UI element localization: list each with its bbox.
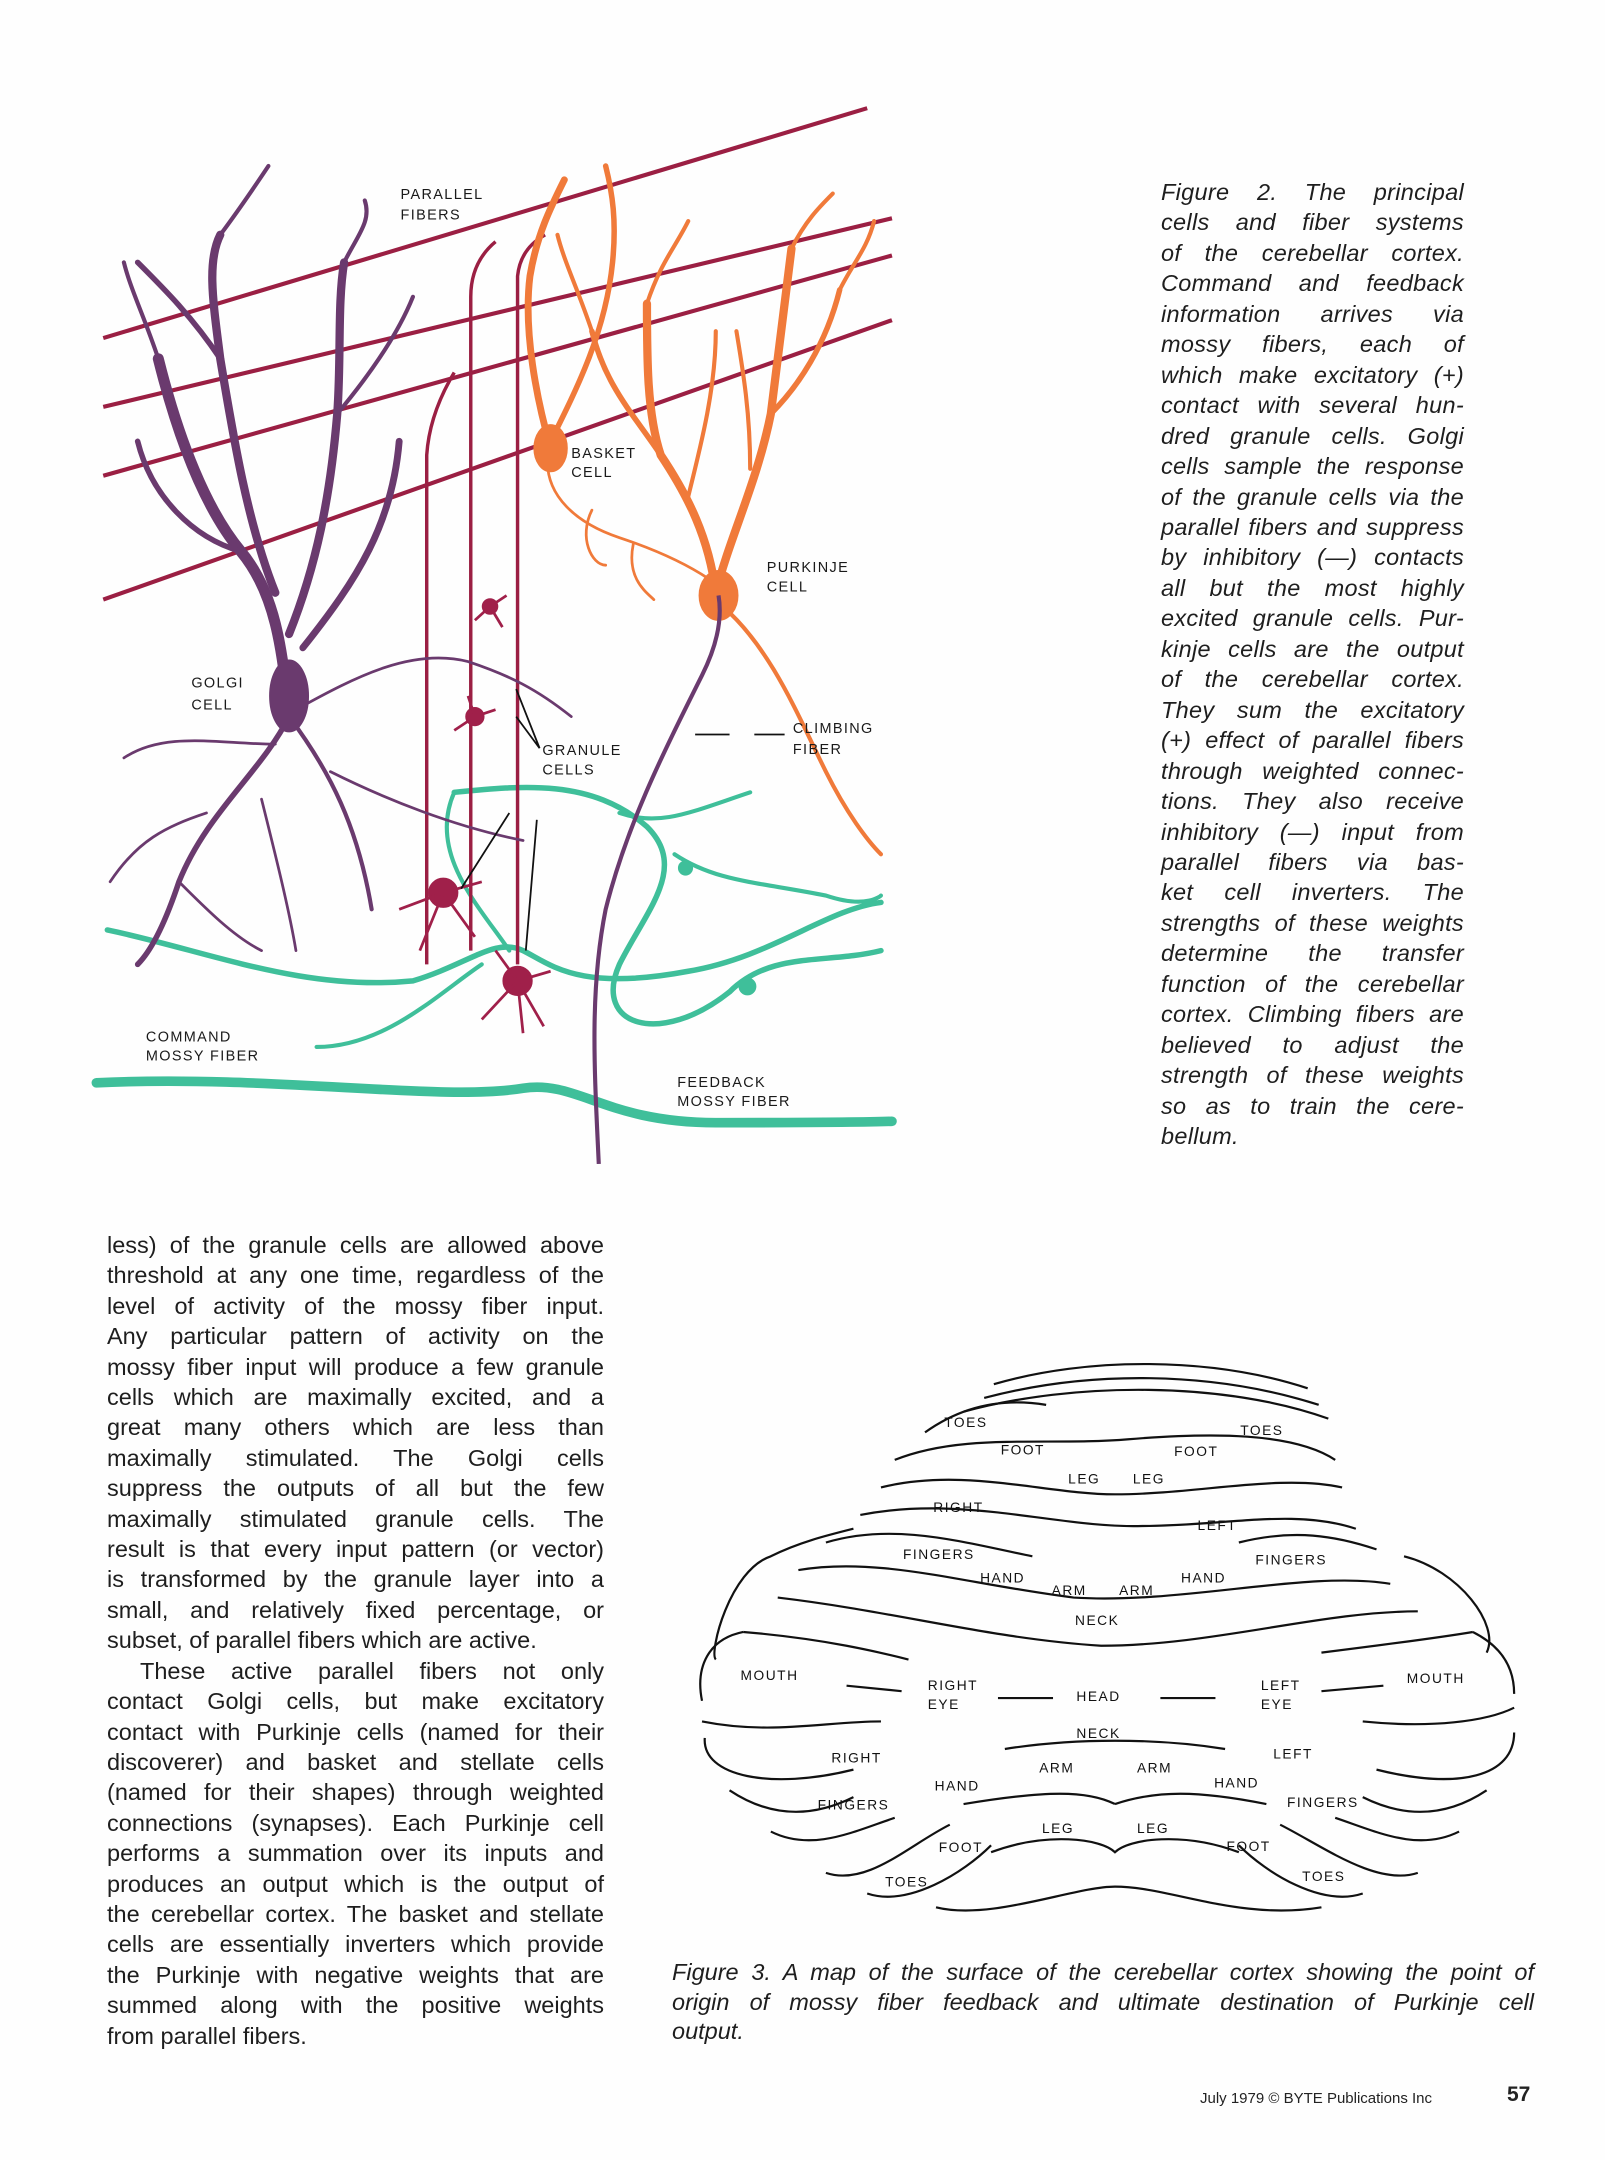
text-line: strength of these weights — [1161, 1062, 1464, 1089]
text-line: parallel fibers and suppress — [1161, 513, 1464, 540]
label-pointers — [461, 689, 784, 951]
text-line: so as to train the cere- — [1161, 1092, 1464, 1119]
golgi-cell — [110, 166, 571, 964]
text-line: of the granule cells via the — [1161, 483, 1464, 510]
text-line: contact with several hun- — [1161, 392, 1464, 419]
text-line: of the cerebellar cortex. — [1161, 239, 1464, 266]
text-line: cells sample the response — [1161, 453, 1464, 480]
map-label: FINGERS — [1255, 1552, 1328, 1568]
text-line: contact with Purkinje cells (named for their — [107, 1718, 604, 1745]
map-label: FOOT — [938, 1840, 984, 1856]
map-label: TOES — [1302, 1869, 1346, 1885]
label-command-mossy-fiber: COMMAND MOSSY FIBER — [145, 1029, 260, 1065]
text-line: information arrives via — [1161, 300, 1464, 327]
text-line: These active parallel fibers not only — [140, 1657, 604, 1684]
text-line: mossy fiber input will produce a few granule — [107, 1353, 604, 1380]
text-line: suppress the outputs of all but the few — [107, 1475, 604, 1502]
text-line: Figure 2. The principal — [1161, 179, 1464, 205]
label-basket-cell: BASKET CELL — [571, 445, 637, 482]
text-line: discoverer) and basket and stellate cells — [107, 1748, 604, 1775]
map-label: LEG — [1132, 1471, 1165, 1487]
map-label: FOOT — [1000, 1442, 1045, 1458]
map-label: HAND — [934, 1778, 980, 1794]
text-line: strengths of these weights — [1161, 909, 1464, 936]
text-line: mossy fibers, each of — [1161, 331, 1464, 358]
text-line: from parallel fibers. — [107, 2022, 307, 2049]
map-label: EYE — [1260, 1697, 1293, 1713]
text-line: believed to adjust the — [1161, 1031, 1464, 1058]
map-label: LEG — [1136, 1820, 1170, 1836]
map-label: FOOT — [1174, 1443, 1219, 1459]
text-line: connections (synapses). Each Purkinje cell — [107, 1809, 604, 1836]
text-line: kinje cells are the output — [1161, 635, 1464, 662]
text-line: through weighted connec- — [1161, 757, 1464, 784]
map-label: NECK — [1075, 1613, 1120, 1629]
map-label: ARM — [1039, 1760, 1075, 1776]
body-text — [107, 1230, 604, 2051]
text-line: parallel fibers via bas- — [1161, 848, 1464, 875]
text-line: determine the transfer — [1161, 940, 1464, 967]
text-line: maximally stimulated granule cells. The — [107, 1505, 604, 1532]
text-line: (named for their shapes) through weighted — [107, 1779, 604, 1806]
text-line: subset, of parallel fibers which are active. — [107, 1627, 537, 1654]
text-line: function of the cerebellar — [1161, 970, 1464, 997]
label-golgi-cell: GOLGI CELL — [191, 675, 244, 714]
text-line: Command and feedback — [1161, 270, 1464, 297]
text-line: which make excitatory (+) — [1161, 361, 1464, 388]
map-label: ARM — [1136, 1760, 1173, 1776]
map-label: ARM — [1051, 1582, 1087, 1598]
map-label: LEG — [1068, 1471, 1101, 1487]
map-label: RIGHT — [831, 1750, 882, 1766]
figure-3-labels — [741, 1415, 1465, 1890]
map-label: TOES — [885, 1874, 929, 1890]
footer-credit: July 1979 © BYTE Publications Inc — [1200, 2090, 1433, 2107]
text-line: cells are essentially inverters which provide — [107, 1931, 604, 1958]
map-label: NECK — [1076, 1725, 1121, 1741]
text-line: inhibitory (—) input from — [1161, 818, 1464, 845]
text-line: output. — [672, 2018, 744, 2044]
map-label: LEFT — [1197, 1518, 1238, 1534]
map-label: EYE — [927, 1697, 960, 1713]
text-line: maximally stimulated. The Golgi cells — [107, 1444, 604, 1471]
text-line: all but the most highly — [1161, 574, 1464, 601]
text-line: is transformed by the granule layer into a — [107, 1566, 604, 1593]
text-line: tions. They also receive — [1161, 788, 1464, 815]
page-number: 57 — [1507, 2083, 1531, 2106]
text-line: level of activity of the mossy fiber input. — [107, 1292, 604, 1319]
text-line: of the cerebellar cortex. — [1161, 666, 1464, 693]
label-parallel-fibers: PARALLEL FIBERS — [400, 187, 484, 224]
map-label: HEAD — [1076, 1688, 1121, 1704]
figure-2-caption — [1161, 177, 1464, 1152]
text-line: performs a summation over its inputs and — [107, 1840, 604, 1867]
text-line: origin of mossy fiber feedback and ultimate destination of Purkinje cell — [672, 1988, 1534, 2015]
map-label: FINGERS — [817, 1797, 890, 1813]
map-label: HAND — [1181, 1570, 1227, 1586]
text-line: result is that every input pattern (or vector) — [107, 1536, 604, 1563]
text-line: summed along with the positive weights — [107, 1992, 604, 2019]
text-line: Any particular pattern of activity on the — [107, 1323, 604, 1350]
text-line: the cerebellar cortex. The basket and stellate — [107, 1900, 604, 1927]
text-line: excited granule cells. Pur- — [1161, 605, 1464, 632]
text-line: great many others which are less than — [107, 1414, 604, 1441]
map-label: TOES — [1240, 1423, 1284, 1439]
figure-3-cortex-map — [700, 1364, 1514, 1910]
text-line: small, and relatively fixed percentage, or — [107, 1596, 604, 1623]
text-line: the Purkinje with negative weights that are — [107, 1961, 604, 1988]
label-climbing-fiber: CLIMBING FIBER — [792, 721, 874, 758]
label-purkinje-cell: PURKINJE CELL — [766, 560, 850, 596]
label-granule-cells: GRANULE CELLS — [542, 743, 622, 779]
map-label: MOUTH — [1406, 1670, 1465, 1686]
text-line: cells which are maximally excited, and a — [107, 1384, 604, 1411]
text-line: by inhibitory (—) contacts — [1161, 544, 1464, 571]
label-feedback-mossy-fiber: FEEDBACK MOSSY FIBER — [677, 1074, 791, 1111]
map-label: FINGERS — [902, 1547, 975, 1563]
text-line: Figure 3. A map of the surface of the cerebellar cortex showing the point of — [672, 1959, 1534, 1985]
text-line: produces an output which is the output of — [107, 1870, 604, 1897]
map-label: FINGERS — [1287, 1794, 1359, 1810]
text-line: (+) effect of parallel fibers — [1161, 727, 1464, 754]
map-label: RIGHT — [927, 1677, 979, 1693]
map-label: LEFT — [1273, 1746, 1313, 1762]
map-label: LEG — [1042, 1820, 1075, 1836]
map-label: ARM — [1119, 1582, 1155, 1598]
text-line: ket cell inverters. The — [1161, 879, 1464, 906]
map-label: HAND — [980, 1570, 1026, 1586]
text-line: threshold at any one time, regardless of the — [107, 1262, 604, 1289]
text-line: dred granule cells. Golgi — [1161, 422, 1464, 449]
text-line: cells and fiber systems — [1161, 209, 1464, 236]
text-line: They sum the excitatory — [1161, 696, 1464, 723]
text-line: cortex. Climbing fibers are — [1161, 1001, 1464, 1028]
map-label: TOES — [944, 1414, 988, 1430]
map-label: FOOT — [1226, 1838, 1271, 1854]
map-label: MOUTH — [740, 1668, 799, 1684]
map-label: HAND — [1214, 1775, 1260, 1791]
map-label: RIGHT — [933, 1500, 984, 1516]
text-line: bellum. — [1161, 1123, 1239, 1150]
figure-2-diagram — [96, 108, 892, 1164]
text-line: less) of the granule cells are allowed above — [107, 1232, 604, 1258]
map-label: LEFT — [1260, 1677, 1301, 1693]
text-line: contact Golgi cells, but make excitatory — [107, 1688, 604, 1715]
figure-3-caption — [672, 1958, 1534, 2047]
